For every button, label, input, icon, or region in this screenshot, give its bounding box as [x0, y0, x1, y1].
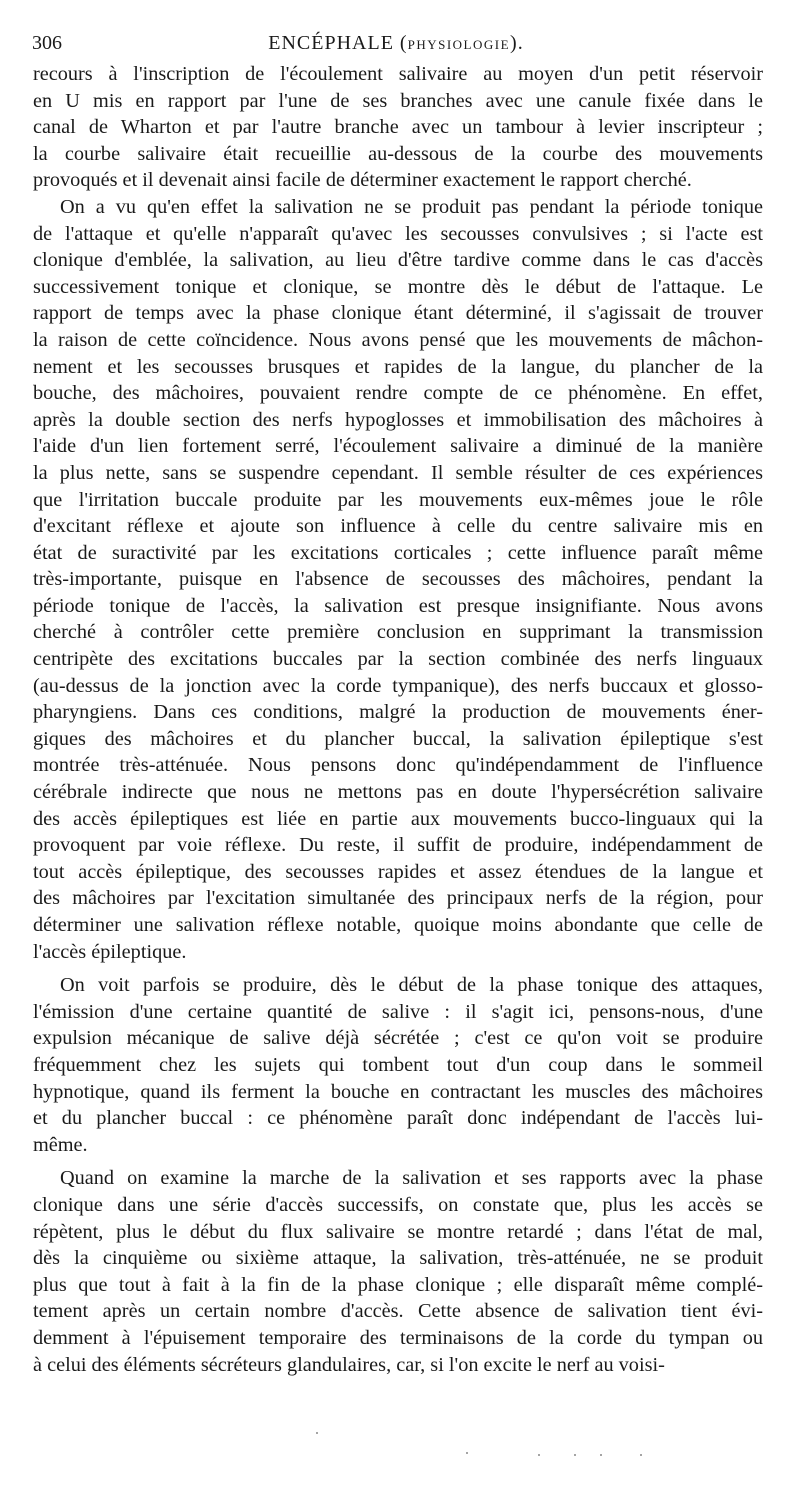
text-line: montrée très-atténuée. Nous pensons donc qu'indépendamment de l'influence — [33, 754, 763, 777]
running-title-subject: PHYSIOLOGIE — [407, 37, 511, 52]
text-line: après la double section des nerfs hypoglosses et immobilisation des mâchoires à — [33, 408, 763, 431]
text-line: provoquent par voie réflexe. Du reste, il suffit de produire, indépendamment de — [33, 834, 763, 857]
text-line: l'émission d'une certaine quantité de salive : il s'agit ici, pensons-nous, d'une — [33, 1000, 763, 1023]
text-line: On voit parfois se produire, dès le début de la phase tonique des attaques, — [60, 974, 763, 997]
text-line: successivement tonique et clonique, se montre dès le début de l'attaque. Le — [33, 275, 763, 298]
text-line: des accès épileptiques est liée en partie aux mouvements bucco-linguaux qui la — [33, 807, 763, 830]
text-line: répètent, plus le début du flux salivaire se montre retardé ; dans l'état de mal, — [33, 1220, 763, 1243]
text-line: la raison de cette coïncidence. Nous avons pensé que les mouvements de mâchon- — [33, 328, 763, 351]
text-line: état de suractivité par les excitations corticales ; cette influence paraît même — [33, 541, 763, 564]
text-line: dès la cinquième ou sixième attaque, la salivation, très-atténuée, ne se produit — [33, 1247, 763, 1270]
text-line: à celui des éléments sécréteurs glandulaires, car, si l'on excite le nerf au voisi- — [33, 1353, 665, 1376]
text-line: période tonique de l'accès, la salivation est presque insignifiante. Nous avons — [33, 594, 763, 617]
text-line: On a vu qu'en effet la salivation ne se produit pas pendant la période tonique — [60, 195, 763, 218]
text-line: l'aide d'un lien fortement serré, l'écoulement salivaire a diminué de la manière — [33, 435, 763, 458]
text-line: demment à l'épuisement temporaire des terminaisons de la corde du tympan ou — [33, 1326, 763, 1349]
text-line: cérébrale indirecte que nous ne mettons pas en doute l'hypersécrétion salivaire — [33, 781, 763, 804]
running-title-end: ). — [510, 32, 524, 54]
text-line: tout accès épileptique, des secousses rapides et assez étendues de la langue et — [33, 860, 763, 883]
text-line: tement après un certain nombre d'accès. Cette absence de salivation tient évi- — [33, 1300, 763, 1323]
text-line: rapport de temps avec la phase clonique étant déterminé, il s'agissait de trouver — [33, 302, 763, 325]
text-line: (au-dessus de la jonction avec la corde tympanique), des nerfs buccaux et glosso- — [33, 674, 763, 697]
text-line: nement et les secousses brusques et rapides de la langue, du plancher de la — [33, 355, 763, 378]
text-line: pharyngiens. Dans ces conditions, malgré la production de mouvements éner- — [33, 701, 763, 724]
text-line: provoqués et il devenait ainsi facile de déterminer exactement le rapport cherché. — [33, 169, 692, 192]
text-line: l'accès épileptique. — [33, 940, 187, 963]
page-header — [32, 32, 760, 58]
text-line: giques des mâchoires et du plancher buccal, la salivation épileptique s'est — [33, 727, 763, 750]
running-title — [32, 32, 760, 55]
running-title-main: ENCÉPHALE ( — [268, 32, 408, 54]
text-line: Quand on examine la marche de la salivation et ses rapports avec la phase — [60, 1167, 763, 1190]
text-line: en U mis en rapport par l'une de ses branches avec une canule fixée dans le — [33, 89, 763, 112]
text-line: clonique d'emblée, la salivation, au lieu d'être tardive comme dans le cas d'accès — [33, 249, 763, 272]
text-line: centripète des excitations buccales par la section combinée des nerfs linguaux — [33, 648, 763, 671]
text-line: clonique dans une série d'accès successifs, on constate que, plus les accès se — [33, 1193, 763, 1216]
text-line: plus que tout à fait à la fin de la phase clonique ; elle disparaît même complé- — [33, 1273, 763, 1296]
text-line: la plus nette, sans se suspendre cependant. Il semble résulter de ces expériences — [33, 461, 763, 484]
text-line: très-importante, puisque en l'absence de secousses des mâchoires, pendant la — [33, 568, 763, 591]
body-text — [33, 61, 763, 1378]
text-line: la courbe salivaire était recueillie au-dessous de la courbe des mouvements — [33, 142, 763, 165]
scan-specks — [0, 1430, 800, 1470]
text-line: recours à l'inscription de l'écoulement salivaire au moyen d'un petit réservoir — [33, 63, 763, 85]
text-line: même. — [33, 1133, 88, 1156]
text-line: canal de Wharton et par l'autre branche avec un tambour à levier inscripteur ; — [33, 116, 763, 139]
text-line: hypnotique, quand ils ferment la bouche en contractant les muscles des mâchoires — [33, 1080, 763, 1103]
text-line: bouche, des mâchoires, pouvaient rendre compte de ce phénomène. En effet, — [33, 382, 763, 405]
text-line: que l'irritation buccale produite par les mouvements eux-mêmes joue le rôle — [33, 488, 763, 511]
text-line: cherché à contrôler cette première conclusion en supprimant la transmission — [33, 621, 763, 644]
text-line: déterminer une salivation réflexe notable, quoique moins abondante que celle de — [33, 914, 763, 936]
text-line: des mâchoires par l'excitation simultanée des principaux nerfs de la région, pour — [33, 887, 763, 910]
page-number: 306 — [32, 32, 62, 54]
text-line: de l'attaque et qu'elle n'apparaît qu'avec les secousses convulsives ; si l'acte est — [33, 222, 763, 245]
text-line: et du plancher buccal : ce phénomène paraît donc indépendant de l'accès lui- — [33, 1107, 763, 1130]
text-line: fréquemment chez les sujets qui tombent tout d'un coup dans le sommeil — [33, 1053, 763, 1076]
text-line: d'excitant réflexe et ajoute son influence à celle du centre salivaire mis en — [33, 515, 763, 538]
text-line: expulsion mécanique de salive déjà sécrétée ; c'est ce qu'on voit se produire — [33, 1027, 763, 1050]
